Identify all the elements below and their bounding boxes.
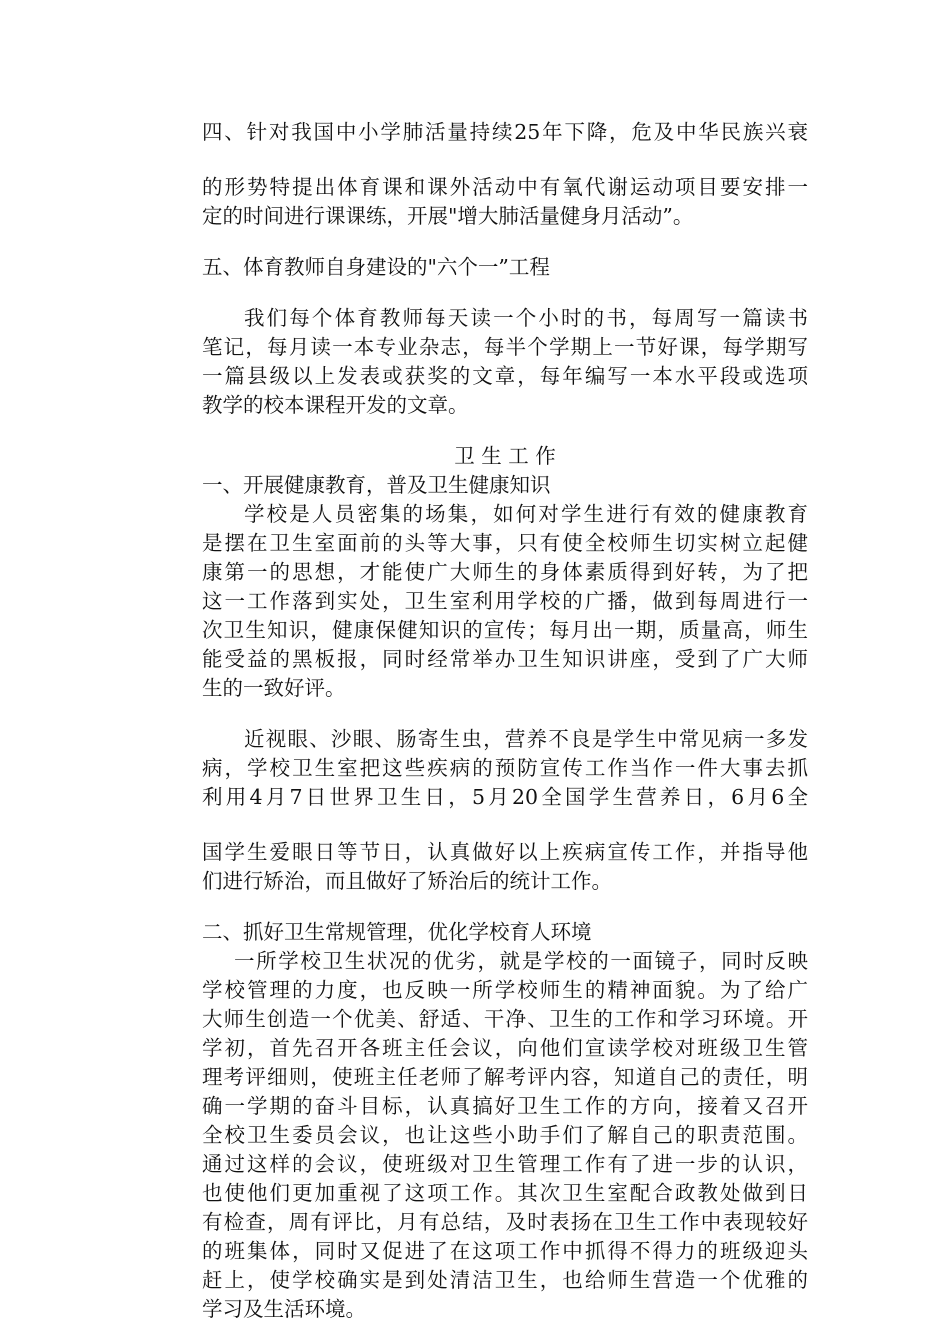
- health-section-1b-line: 病，学校卫生室把这些疾病的预防宣传工作当作一件大事去抓: [202, 756, 808, 780]
- health-section-1-line: 这一工作落到实处，卫生室利用学校的广播，做到每周进行一: [202, 589, 808, 613]
- health-section-1-line: 次卫生知识，健康保健知识的宣传；每月出一期，质量高，师生: [202, 618, 808, 642]
- health-section-2-line: 全校卫生委员会议，也让这些小助手们了解自己的职责范围。: [202, 1123, 808, 1147]
- health-section-2-line: 的班集体，同时又促进了在这项工作中抓得不得力的班级迎头: [202, 1239, 808, 1263]
- health-section-1b-line: 们进行矫治，而且做好了矫治后的统计工作。: [202, 869, 612, 893]
- section-5-paragraph-line: 教学的校本课程开发的文章。: [202, 393, 469, 417]
- health-section-2-line: 学习及生活环境。: [202, 1297, 366, 1321]
- section-4-line-3: 定的时间进行课课练，开展"增大肺活量健身月活动”。: [202, 204, 694, 228]
- health-section-2-line: 理考评细则，使班主任老师了解考评内容，知道自己的责任，明: [202, 1065, 808, 1089]
- section-4-line-2: 的形势特提出体育课和课外活动中有氧代谢运动项目要安排一: [202, 175, 808, 199]
- document-page: [202, 118, 808, 1324]
- health-section-2-line: 赶上，使学校确实是到处清洁卫生，也给师生营造一个优雅的: [202, 1268, 808, 1292]
- section-5-title: 五、体育教师自身建设的"六个一”工程: [202, 255, 550, 279]
- health-section-1-title: 一、开展健康教育，普及卫生健康知识: [202, 473, 551, 497]
- health-section-2-line: 学初，首先召开各班主任会议，向他们宣读学校对班级卫生管: [202, 1036, 808, 1060]
- health-section-2-line: 一所学校卫生状况的优劣，就是学校的一面镜子，同时反映: [234, 949, 808, 973]
- health-section-1b-line: 近视眼、沙眼、肠寄生虫，营养不良是学生中常见病一多发: [244, 727, 808, 751]
- section-5-paragraph-line: 一篇县级以上发表或获奖的文章，每年编写一本水平段或选项: [202, 364, 808, 388]
- health-section-1b-line: 利用4月7日世界卫生日，5月20全国学生营养日，6月6全: [202, 785, 808, 809]
- health-section-2-line: 也使他们更加重视了这项工作。其次卫生室配合政教处做到日: [202, 1181, 808, 1205]
- health-section-1-line: 生的一致好评。: [202, 676, 346, 700]
- health-section-1-line: 康第一的思想，才能使广大师生的身体素质得到好转，为了把: [202, 560, 808, 584]
- health-section-2-line: 学校管理的力度，也反映一所学校师生的精神面貌。为了给广: [202, 978, 808, 1002]
- section-5-paragraph-line: 笔记，每月读一本专业杂志，每半个学期上一节好课，每学期写: [202, 335, 808, 359]
- health-section-1-line: 学校是人员密集的场集，如何对学生进行有效的健康教育: [244, 502, 808, 526]
- section-5-paragraph-line: 我们每个体育教师每天读一个小时的书，每周写一篇读书: [244, 306, 808, 330]
- health-section-1-line: 是摆在卫生室面前的头等大事，只有使全校师生切实树立起健: [202, 531, 808, 555]
- health-section-2-line: 确一学期的奋斗目标，认真搞好卫生工作的方向，接着又召开: [202, 1094, 808, 1118]
- health-section-1-line: 能受益的黑板报，同时经常举办卫生知识讲座，受到了广大师: [202, 647, 808, 671]
- health-section-2-line: 通过这样的会议，使班级对卫生管理工作有了进一步的认识，: [202, 1152, 808, 1176]
- section-4-line-1: 四、针对我国中小学肺活量持续25年下降，危及中华民族兴衰: [202, 120, 808, 144]
- health-section-1b-line: 国学生爱眼日等节日，认真做好以上疾病宣传工作，并指导他: [202, 840, 808, 864]
- health-work-heading: 卫 生 工 作: [454, 444, 556, 468]
- health-section-2-line: 大师生创造一个优美、舒适、干净、卫生的工作和学习环境。开: [202, 1007, 808, 1031]
- health-section-2-line: 有检查，周有评比，月有总结，及时表扬在卫生工作中表现较好: [202, 1210, 808, 1234]
- health-section-2-title: 二、抓好卫生常规管理，优化学校育人环境: [202, 920, 592, 944]
